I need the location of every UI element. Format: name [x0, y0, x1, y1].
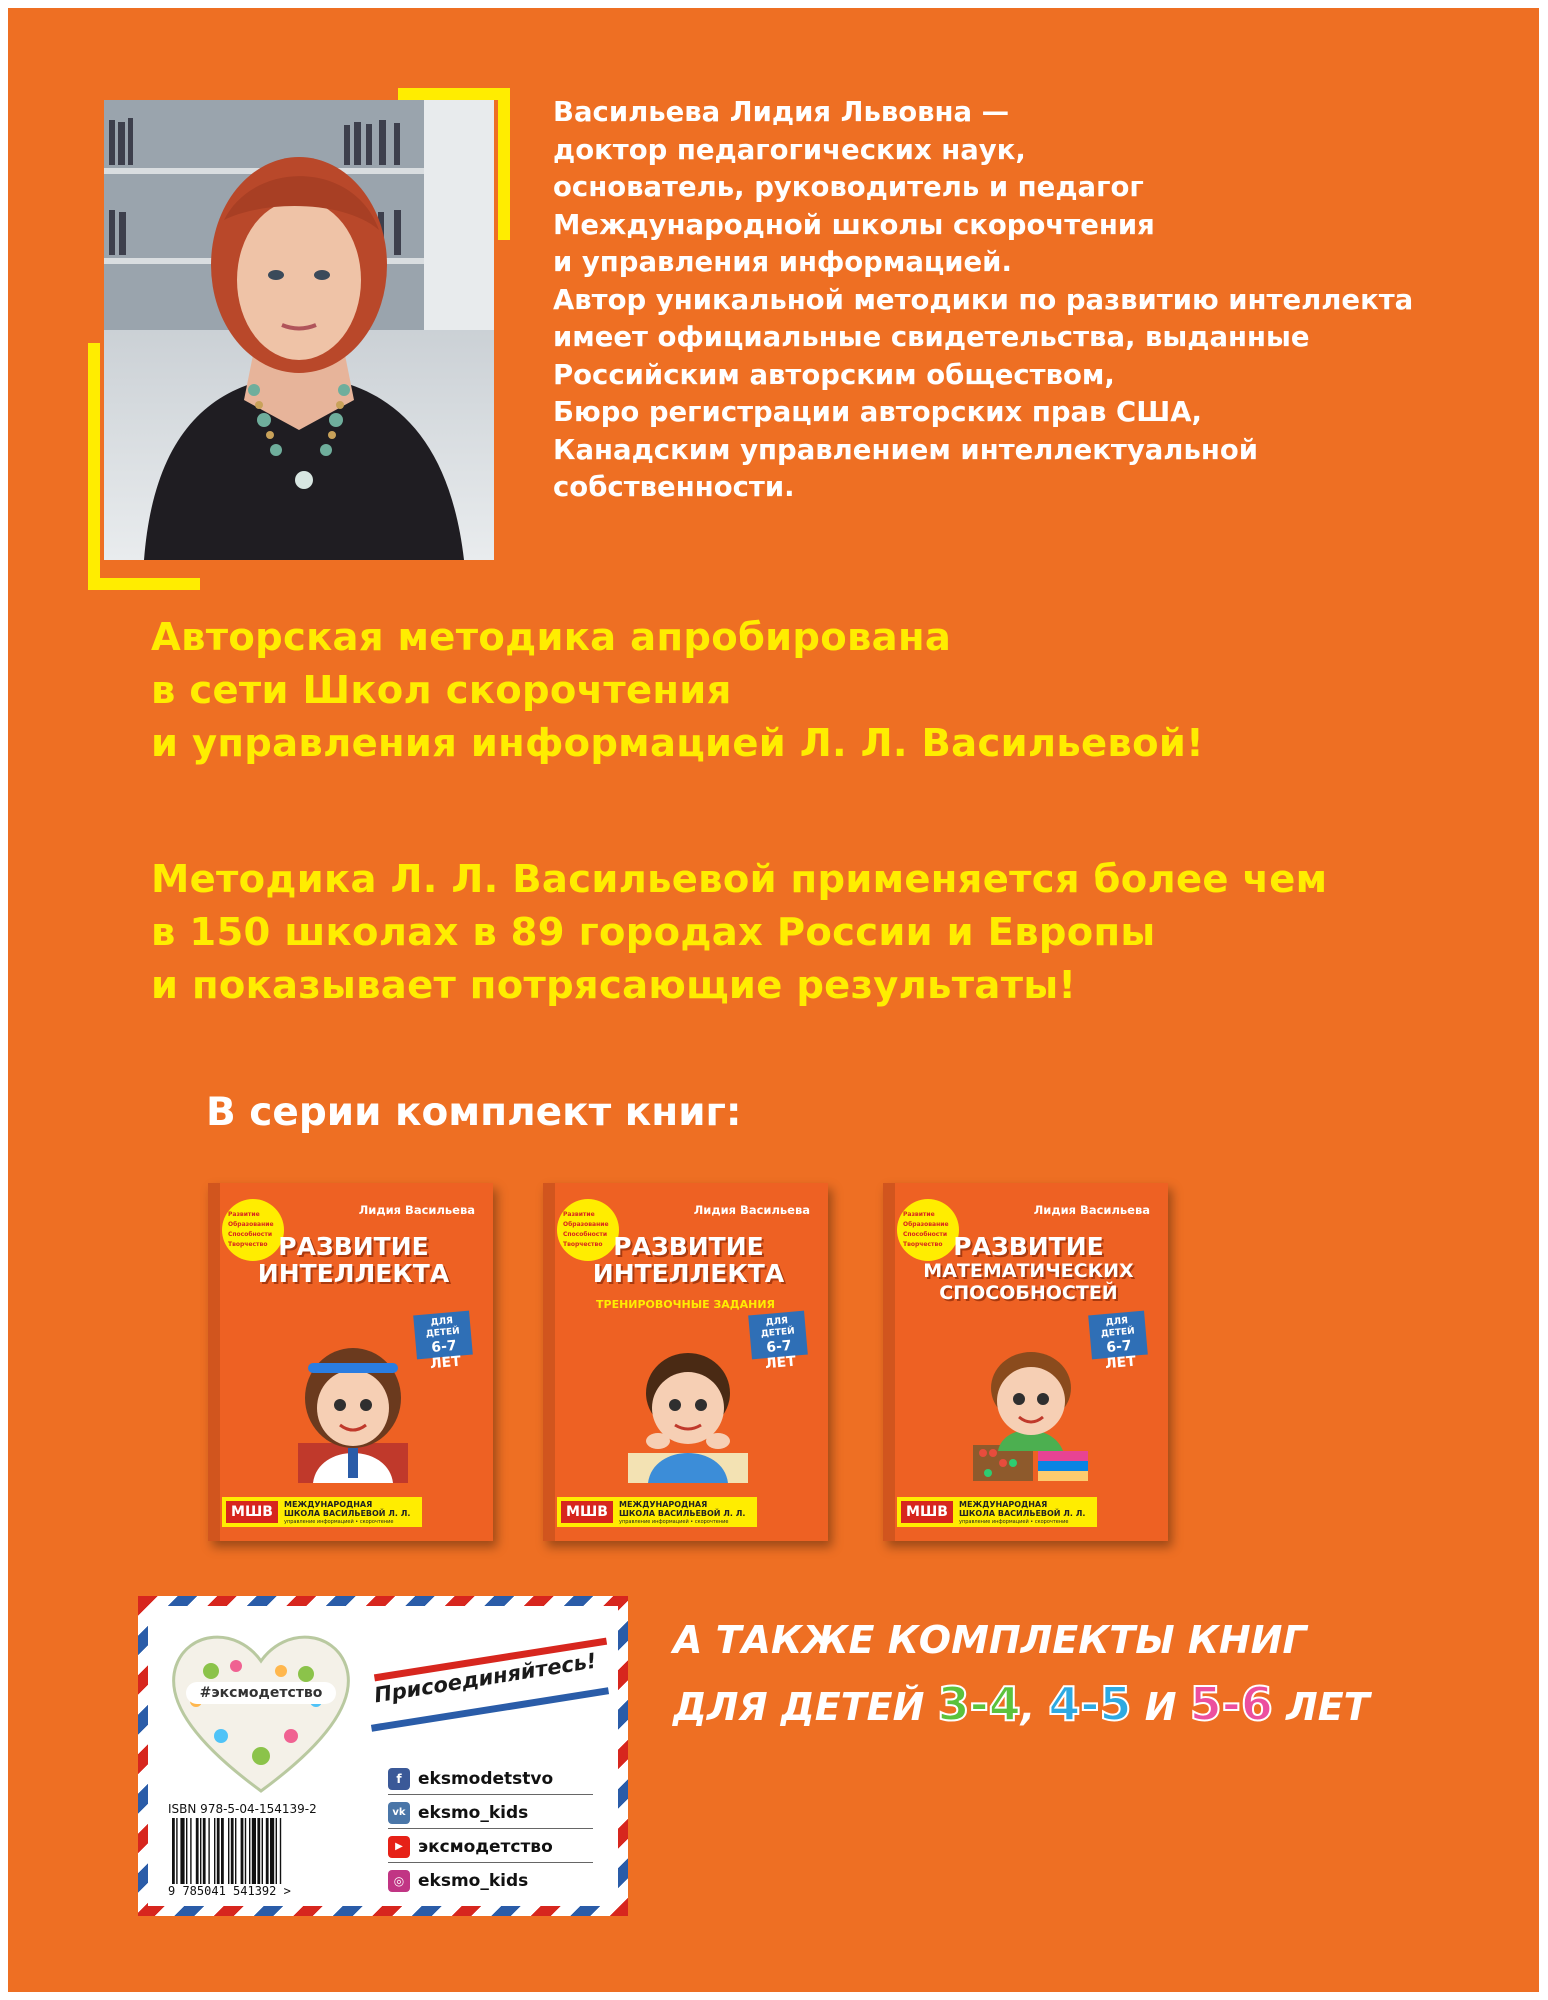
rost-word: Образование: [563, 1221, 609, 1228]
school-logo-strip: [557, 1497, 757, 1527]
bio-line: Международной школы скорочтения: [553, 208, 1155, 241]
author-portrait: [104, 100, 494, 560]
social-label: eksmo_kids: [418, 1871, 529, 1891]
age-badge-top: ДЛЯ ДЕТЕЙ: [1100, 1316, 1136, 1340]
bio-line: Российским авторским обществом,: [553, 358, 1115, 391]
barcode-bar: [249, 1818, 250, 1884]
school-tagline: управление информацией • скорочтение: [959, 1519, 1069, 1525]
divider: [388, 1862, 593, 1863]
bio-line: Автор уникальной методики по развитию интеллекта: [553, 283, 1414, 316]
ages-and: И: [1144, 1685, 1177, 1729]
age-badge-value: 6-7 ЛЕТ: [764, 1337, 797, 1373]
school-logo: МШВ: [226, 1501, 278, 1523]
school-logo-strip: [222, 1497, 422, 1527]
facebook-icon: f: [388, 1768, 410, 1790]
bio-line: доктор педагогических наук,: [553, 133, 1026, 166]
barcode-bar: [196, 1818, 199, 1884]
barcode-bar: [252, 1818, 256, 1884]
hashtag-label: #эксмодетство: [186, 1682, 336, 1704]
vk-icon: vk: [388, 1802, 410, 1824]
barcode-bar: [228, 1818, 229, 1884]
age-range-4-5: 4-5: [1048, 1677, 1132, 1731]
book-cover-intellect: [208, 1183, 493, 1541]
age-badge-value: 6-7 ЛЕТ: [1104, 1337, 1137, 1373]
age-range-3-4: 3-4: [937, 1677, 1021, 1731]
book-title-line: ИНТЕЛЛЕКТА: [592, 1259, 785, 1288]
book-title-line: СПОСОБНОСТЕЙ: [939, 1282, 1118, 1304]
barcode-bar: [221, 1818, 224, 1884]
age-badge-top: ДЛЯ ДЕТЕЙ: [760, 1316, 796, 1340]
author-name: Васильева Лидия Львовна —: [553, 96, 1010, 128]
bio-line: собственности.: [553, 471, 795, 503]
book-subtitle: ТРЕНИРОВОЧНЫЕ ЗАДАНИЯ: [596, 1298, 775, 1311]
barcode-bar: [217, 1818, 220, 1884]
claim-line: Авторская методика апробирована: [151, 615, 952, 660]
barcode-bar: [235, 1818, 236, 1884]
barcode-bar: [276, 1818, 277, 1884]
join-us-label: Присоединяйтесь!: [372, 1648, 599, 1708]
publisher-sticker: [148, 1606, 618, 1906]
author-bio: [553, 94, 1513, 507]
other-sets-line: А ТАКЖЕ КОМПЛЕКТЫ КНИГ: [673, 1618, 1307, 1662]
school-name-line: МЕЖДУНАРОДНАЯ: [959, 1500, 1048, 1509]
claim-line: и показывает потрясающие результаты!: [151, 963, 1077, 1008]
claim-line: в 150 школах в 89 городах России и Европы: [151, 910, 1156, 955]
social-label: эксмодетство: [418, 1837, 553, 1857]
school-tagline: управление информацией • скорочтение: [619, 1519, 729, 1525]
barcode-bar: [200, 1818, 201, 1884]
book-title-line: РАЗВИТИЕ: [278, 1232, 429, 1261]
barcode-bar: [280, 1818, 281, 1884]
heart-icon: [166, 1626, 356, 1796]
barcode-bar: [190, 1818, 191, 1884]
book-title-line: РАЗВИТИЕ: [953, 1232, 1104, 1261]
method-reach-statement: [151, 853, 1327, 1012]
school-name-line: ШКОЛА ВАСИЛЬЕВОЙ Л. Л.: [619, 1509, 746, 1518]
book-title: [903, 1233, 1154, 1304]
school-name: [959, 1500, 1085, 1527]
boy-illustration: [613, 1333, 763, 1483]
barcode-bar: [266, 1818, 269, 1884]
rost-word: Способности: [563, 1231, 608, 1238]
rost-word: Творчество: [563, 1241, 603, 1248]
book-author: Лидия Васильева: [358, 1203, 475, 1217]
rost-word: Образование: [903, 1221, 949, 1228]
book-title: [228, 1233, 479, 1287]
claim-line: Методика Л. Л. Васильевой применяется более чем: [151, 857, 1328, 902]
claim-line: и управления информацией Л. Л. Васильевой!: [151, 721, 1204, 766]
rost-word: Творчество: [903, 1241, 943, 1248]
bio-line: основатель, руководитель и педагог: [553, 171, 1144, 203]
barcode: [168, 1818, 368, 1884]
instagram-icon: ◎: [388, 1870, 410, 1892]
bio-line: имеет официальные свидетельства, выданные: [553, 321, 1310, 353]
school-logo: МШВ: [901, 1501, 953, 1523]
youtube-icon: ▶: [388, 1836, 410, 1858]
school-logo-strip: [897, 1497, 1097, 1527]
barcode-bar: [214, 1818, 215, 1884]
school-name-line: ШКОЛА ВАСИЛЬЕВОЙ Л. Л.: [284, 1509, 411, 1518]
school-name-line: МЕЖДУНАРОДНАЯ: [284, 1500, 373, 1509]
school-name-line: ШКОЛА ВАСИЛЬЕВОЙ Л. Л.: [959, 1509, 1086, 1518]
barcode-bar: [245, 1818, 246, 1884]
bio-line: Канадским управлением интеллектуальной: [553, 433, 1258, 466]
author-photo: [104, 100, 494, 560]
barcode-bar: [180, 1818, 184, 1884]
other-sets-text: [673, 1608, 1370, 1739]
bio-line: Бюро регистрации авторских прав США,: [553, 396, 1202, 428]
other-sets-ages-line: [673, 1672, 1370, 1739]
ages-separator: ,: [1020, 1685, 1036, 1729]
barcode-bar: [231, 1818, 234, 1884]
rost-word: Развитие: [563, 1211, 595, 1218]
girl-illustration: [278, 1333, 428, 1483]
book-author: Лидия Васильева: [693, 1203, 810, 1217]
book-title: [563, 1233, 814, 1287]
barcode-bar: [186, 1818, 187, 1884]
method-approved-statement: [151, 611, 1204, 770]
barcode-bar: [176, 1818, 177, 1884]
book-title-line: МАТЕМАТИЧЕСКИХ: [923, 1260, 1134, 1282]
school-logo: МШВ: [561, 1501, 613, 1523]
barcode-bar: [270, 1818, 274, 1884]
barcode-bar: [203, 1818, 206, 1884]
rost-word: Образование: [228, 1221, 274, 1228]
age-badge-top: ДЛЯ ДЕТЕЙ: [425, 1316, 461, 1340]
series-label: В серии комплект книг:: [206, 1090, 742, 1135]
school-name-line: МЕЖДУНАРОДНАЯ: [619, 1500, 708, 1509]
boy-abacus-illustration: [953, 1333, 1103, 1483]
rost-word: Способности: [903, 1231, 948, 1238]
book-title-line: РАЗВИТИЕ: [613, 1232, 764, 1261]
book-title-line: ИНТЕЛЛЕКТА: [257, 1259, 450, 1288]
barcode-digits: 9 785041 541392 >: [168, 1884, 291, 1898]
ages-suffix: ЛЕТ: [1286, 1685, 1370, 1729]
rost-word: Творчество: [228, 1241, 268, 1248]
social-label: eksmo_kids: [418, 1803, 529, 1823]
author-photo-frame: [88, 88, 508, 588]
barcode-bar: [257, 1818, 260, 1884]
school-tagline: управление информацией • скорочтение: [284, 1519, 394, 1525]
bio-line: и управления информацией.: [553, 246, 1012, 278]
isbn-text: ISBN 978-5-04-154139-2: [168, 1802, 317, 1816]
age-range-5-6: 5-6: [1189, 1677, 1273, 1731]
rost-word: Способности: [228, 1231, 273, 1238]
book-back-cover: [8, 8, 1539, 1992]
divider: [388, 1828, 593, 1829]
barcode-bar: [208, 1818, 209, 1884]
book-cover-intellect-exercises: [543, 1183, 828, 1541]
rost-word: Развитие: [903, 1211, 935, 1218]
claim-line: в сети Школ скорочтения: [151, 668, 732, 713]
divider: [388, 1794, 593, 1795]
book-author: Лидия Васильева: [1033, 1203, 1150, 1217]
book-cover-math-abilities: [883, 1183, 1168, 1541]
rost-word: Развитие: [228, 1211, 260, 1218]
age-badge-value: 6-7 ЛЕТ: [429, 1337, 462, 1373]
barcode-bar: [262, 1818, 263, 1884]
school-name: [619, 1500, 745, 1527]
ages-prefix: ДЛЯ ДЕТЕЙ: [673, 1685, 925, 1729]
social-label: eksmodetstvo: [418, 1769, 554, 1789]
school-name: [284, 1500, 410, 1527]
barcode-bar: [172, 1818, 175, 1884]
barcode-bar: [241, 1818, 244, 1884]
